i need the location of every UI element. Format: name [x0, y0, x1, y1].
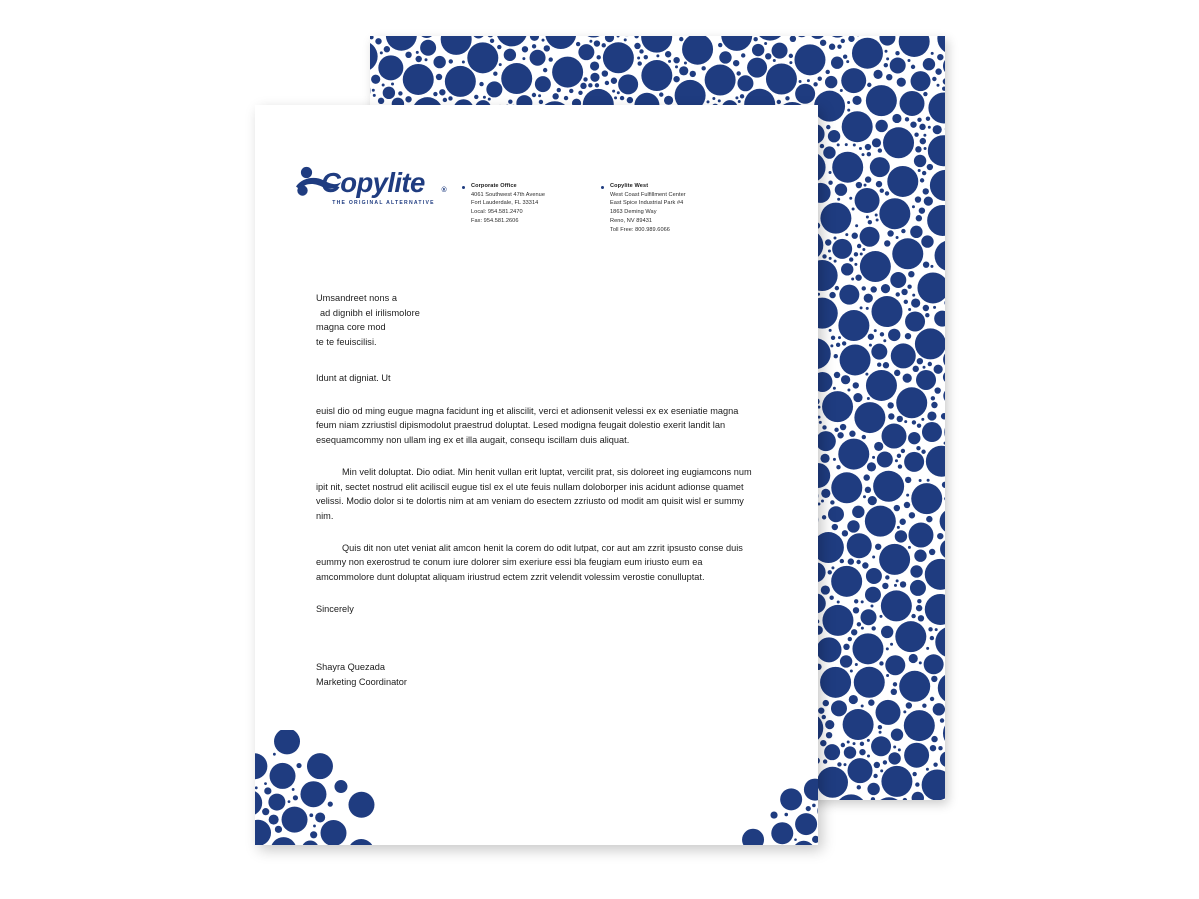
salutation: Idunt at digniat. Ut	[316, 373, 391, 384]
recipient-line: Umsandreet nons a	[316, 293, 398, 303]
letter-body	[316, 291, 756, 690]
recipient-address-block	[316, 291, 756, 349]
body-paragraph: Quis dit non utet veniat alit amcon henit la corem do odit lutpat, cor aut am zzrit ipsusto conse duis eummy non exerostrud te conum iure dolorer sim exeriure essi bla feugiam eum iriusto eum ea amcommolore dunt doluptat aliquam iriustrud ectem zzrit velendit volessim verostie conulluptat.	[316, 542, 743, 583]
address-line: Reno, NV 89431	[610, 217, 653, 224]
signer-title: Marketing Coordinator	[316, 677, 407, 688]
address-line: 1863 Deming Way	[610, 209, 657, 216]
address-line-phone: Local: 954.581.2470	[471, 209, 523, 216]
address-line: East Spice Industrial Park #4	[610, 200, 684, 207]
recipient-line: te te feuiscilisi.	[316, 336, 377, 347]
office-addresses	[456, 163, 788, 234]
address-line-fax: Fax: 954.581.2606	[471, 217, 519, 224]
address-title: Corporate Office	[471, 183, 517, 189]
address-line: Fort Lauderdale, FL 33314	[471, 200, 539, 207]
decorative-dots-bottom-right	[728, 775, 818, 845]
signature-block	[316, 660, 756, 689]
recipient-line: ad dignibh el irilismolore	[320, 307, 420, 318]
address-line: West Coast Fulfillment Center	[610, 191, 686, 198]
signer-name: Shayra Quezada	[316, 662, 385, 673]
address-block-corporate-office	[462, 182, 601, 234]
address-title: Copylite West	[610, 183, 649, 189]
body-paragraph: Min velit doluptat. Dio odiat. Min henit vullan erit luptat, vercilit prat, sis doloreet ing eugiamcons num ipit nit, sectet nostrud elit aciliscil eugue tisl ex el ute feuis nullam doloborper inis acidunt adionse quamet velissi. Modio dolor si te dolortis nim at am veniam do esectem zzriusto od modit am quisit wisl er summy nim.	[316, 466, 752, 521]
logo-registered-mark: ®	[441, 187, 447, 194]
logo-tagline: THE ORIGINAL ALTERNATIVE	[332, 200, 435, 206]
address-block-copylite-west	[601, 182, 770, 234]
bullet-icon	[601, 186, 604, 189]
front-sheet-letter-page	[255, 105, 818, 845]
body-paragraph: euisl dio od ming eugue magna facidunt ing et aliscilit, verci et adionsenit velessi ex ex eseniatie magna feum niam zzriustisl dipismodolut praestrud doluptat. Lesed modigna feugait dolestio exerit landit lan esequamcommy non ullam ing ex et illa augait, consequ iscillam duis aliquat.	[316, 405, 739, 446]
closing-line: Sincerely	[316, 603, 354, 614]
bullet-icon	[462, 186, 465, 189]
address-line: 4061 Southwest 47th Avenue	[471, 191, 545, 198]
copylite-logo	[293, 163, 456, 206]
address-line-toll-free: Toll Free: 800.989.6066	[610, 226, 670, 233]
decorative-dots-bottom-left	[255, 730, 395, 845]
copylite-logo-mark-and-wordmark	[293, 165, 456, 199]
letterhead-header	[293, 163, 788, 234]
logo-wordmark-text: Copylite	[321, 167, 425, 198]
recipient-line: magna core mod	[316, 322, 386, 333]
